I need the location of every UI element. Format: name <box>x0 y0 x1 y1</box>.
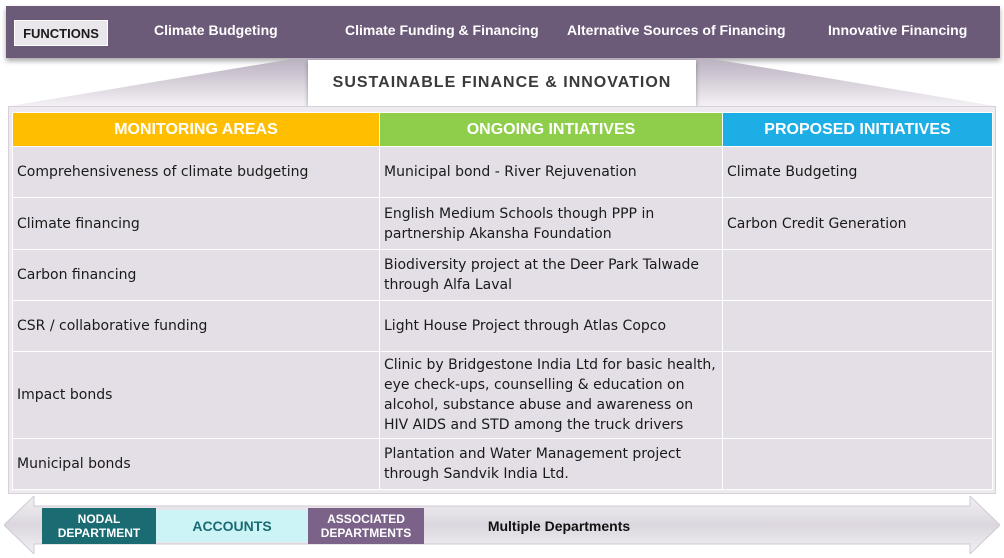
ongoing-cell: Municipal bond - River Rejuvenation <box>380 147 723 198</box>
monitoring-cell: Impact bonds <box>13 352 380 439</box>
proposed-cell <box>723 250 993 301</box>
section-title: SUSTAINABLE FINANCE & INNOVATION <box>308 60 696 106</box>
proposed-cell: Carbon Credit Generation <box>723 198 993 250</box>
function-alternative-sources[interactable]: Alternative Sources of Financing <box>567 22 786 38</box>
proposed-cell: Climate Budgeting <box>723 147 993 198</box>
table-row <box>13 439 993 490</box>
nodal-line1: NODAL <box>77 512 121 526</box>
monitoring-cell: Carbon financing <box>13 250 380 301</box>
table-row <box>13 198 993 250</box>
ongoing-cell: Clinic by Bridgestone India Ltd for basic health, eye check-ups, counselling & education on alcohol, substance abuse and awareness on HIV AIDS and STD among the truck drivers <box>380 352 723 439</box>
function-climate-funding[interactable]: Climate Funding & Financing <box>345 22 539 38</box>
table-row <box>13 147 993 198</box>
table-row <box>13 301 993 352</box>
table-row <box>13 250 993 301</box>
multiple-departments: Multiple Departments <box>487 518 631 534</box>
proposed-cell <box>723 301 993 352</box>
associated-line2: DEPARTMENTS <box>320 526 412 540</box>
header-proposed-initiatives: PROPOSED INITIATIVES <box>723 113 993 147</box>
ongoing-cell: Biodiversity project at the Deer Park Talwade through Alfa Laval <box>380 250 723 301</box>
nodal-department-label <box>42 508 156 544</box>
proposed-cell <box>723 352 993 439</box>
associated-departments-label <box>308 508 424 544</box>
proposed-cell <box>723 439 993 490</box>
associated-line1: ASSOCIATED <box>327 512 405 526</box>
functions-label: FUNCTIONS <box>14 20 108 46</box>
table-header-row <box>13 113 993 147</box>
functions-banner <box>6 6 1000 58</box>
initiatives-table <box>12 112 993 490</box>
function-climate-budgeting[interactable]: Climate Budgeting <box>154 22 278 38</box>
header-monitoring-areas: MONITORING AREAS <box>13 113 380 147</box>
header-ongoing-initiatives: ONGOING INTIATIVES <box>380 113 723 147</box>
monitoring-cell: Municipal bonds <box>13 439 380 490</box>
monitoring-cell: Climate financing <box>13 198 380 250</box>
function-innovative-financing[interactable]: Innovative Financing <box>828 22 968 38</box>
accounts-department: ACCOUNTS <box>156 510 308 542</box>
ongoing-cell: Light House Project through Atlas Copco <box>380 301 723 352</box>
monitoring-cell: Comprehensiveness of climate budgeting <box>13 147 380 198</box>
ongoing-cell: Plantation and Water Management project through Sandvik India Ltd. <box>380 439 723 490</box>
monitoring-cell: CSR / collaborative funding <box>13 301 380 352</box>
ongoing-cell: English Medium Schools though PPP in partnership Akansha Foundation <box>380 198 723 250</box>
table-row <box>13 352 993 439</box>
nodal-line2: DEPARTMENT <box>57 526 141 540</box>
